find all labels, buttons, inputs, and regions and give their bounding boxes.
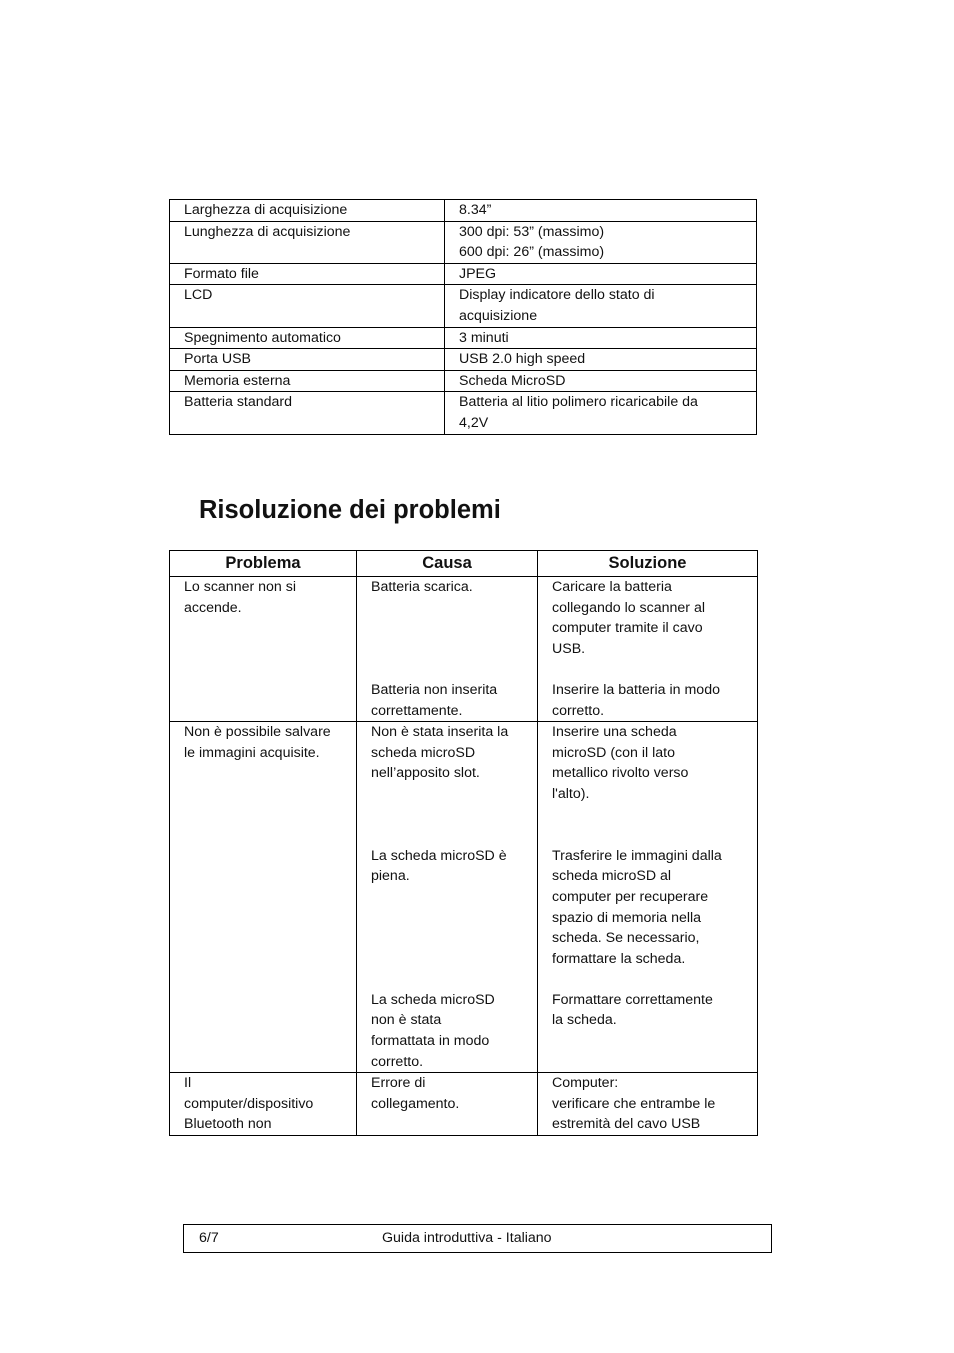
spec-value — [445, 200, 757, 222]
cause-line: non è stata — [371, 1012, 442, 1029]
problem-line: Il — [184, 1075, 192, 1092]
cause-line: Non è stata inserita la — [371, 724, 509, 741]
specs-table — [169, 199, 757, 435]
cause-line: Errore di — [371, 1075, 426, 1092]
cause-line: formattata in modo — [371, 1033, 490, 1050]
spec-value-line: Batteria al litio polimero ricaricabile da — [459, 394, 698, 411]
page-footer — [183, 1224, 772, 1253]
solution-cell — [538, 1073, 758, 1136]
spec-label: Lunghezza di acquisizione — [170, 221, 445, 263]
solution-line: scheda microSD al — [552, 868, 672, 885]
solution-line: scheda. Se necessario, — [552, 930, 700, 947]
solution-line: computer per recuperare — [552, 888, 709, 905]
solution-line: l'alto). — [552, 785, 590, 802]
cause-line: La scheda microSD — [371, 991, 495, 1008]
spec-row — [170, 221, 757, 263]
header-problem: Problema — [170, 551, 357, 577]
spec-value — [445, 370, 757, 392]
spec-value — [445, 392, 757, 434]
solution-cell — [538, 577, 758, 722]
spec-row — [170, 370, 757, 392]
spec-value-line: 300 dpi: 53” (massimo) — [459, 223, 605, 240]
spec-value-line: 3 minuti — [459, 329, 509, 346]
spec-value — [445, 263, 757, 285]
solution-line: collegando lo scanner al — [552, 599, 706, 616]
table-header-row — [170, 551, 758, 577]
spec-value-line: acquisizione — [459, 307, 538, 324]
problem-line: le immagini acquisite. — [184, 744, 320, 761]
cause-line: Batteria non inserita — [371, 681, 498, 698]
solution-cell — [538, 722, 758, 1073]
cause-line: collegamento. — [371, 1095, 460, 1112]
header-cause: Causa — [357, 551, 538, 577]
solution-line: Trasferire le immagini dalla — [552, 847, 722, 864]
spec-value — [445, 221, 757, 263]
solution-line: corretto. — [552, 702, 605, 719]
spec-value-line: Scheda MicroSD — [459, 372, 566, 389]
spec-label: Formato file — [170, 263, 445, 285]
spec-value-line: 600 dpi: 26” (massimo) — [459, 244, 605, 261]
spec-label: Memoria esterna — [170, 370, 445, 392]
page-number: 6/7 — [199, 1230, 219, 1246]
cause-cell — [357, 1073, 538, 1136]
cause-line: Batteria scarica. — [371, 579, 473, 595]
spec-row — [170, 285, 757, 327]
spec-row — [170, 327, 757, 349]
solution-line: formattare la scheda. — [552, 950, 686, 967]
solution-line: estremità del cavo USB — [552, 1116, 701, 1133]
solution-line: Inserire la batteria in modo — [552, 681, 720, 698]
spec-value — [445, 285, 757, 327]
table-row — [170, 722, 758, 1073]
problem-line: Non è possibile salvare — [184, 724, 331, 741]
table-row — [170, 1073, 758, 1136]
spec-value-line: 4,2V — [459, 414, 489, 431]
cause-line: La scheda microSD è — [371, 847, 507, 864]
spec-row — [170, 263, 757, 285]
cause-line: corretto. — [371, 1053, 424, 1070]
spec-row — [170, 349, 757, 371]
spec-value-line: Display indicatore dello stato di — [459, 287, 655, 304]
solution-line: metallico rivolto verso — [552, 765, 689, 782]
footer-text: Guida introduttiva - Italiano — [382, 1230, 552, 1246]
cause-cell — [357, 722, 538, 1073]
problem-cell — [170, 1073, 357, 1136]
solution-line: verificare che entrambe le — [552, 1095, 716, 1112]
spec-value-line: USB 2.0 high speed — [459, 351, 586, 368]
section-title: Risoluzione dei problemi — [199, 496, 501, 524]
cause-line: nell’apposito slot. — [371, 765, 480, 782]
solution-line: Computer: — [552, 1075, 619, 1092]
spec-row — [170, 200, 757, 222]
spec-label: Spegnimento automatico — [170, 327, 445, 349]
problem-line: Bluetooth non — [184, 1116, 272, 1133]
solution-line: Inserire una scheda — [552, 724, 677, 741]
table-row — [170, 577, 758, 722]
solution-line: computer tramite il cavo — [552, 620, 703, 637]
spec-value — [445, 327, 757, 349]
spec-value — [445, 349, 757, 371]
problem-line: Lo scanner non si — [184, 579, 296, 595]
cause-cell — [357, 577, 538, 722]
spec-label: Larghezza di acquisizione — [170, 200, 445, 222]
header-solution: Soluzione — [538, 551, 758, 577]
cause-line: scheda microSD — [371, 744, 476, 761]
spec-value-line: 8.34” — [459, 202, 492, 218]
problem-cell — [170, 577, 357, 722]
problem-cell — [170, 722, 357, 1073]
spec-value-line: JPEG — [459, 265, 497, 282]
cause-line: correttamente. — [371, 702, 463, 719]
spec-label: Porta USB — [170, 349, 445, 371]
solution-line: Caricare la batteria — [552, 579, 672, 595]
spec-label: LCD — [170, 285, 445, 327]
solution-line: la scheda. — [552, 1012, 617, 1029]
cause-line: piena. — [371, 868, 410, 885]
spec-row — [170, 392, 757, 434]
spec-label: Batteria standard — [170, 392, 445, 434]
problem-line: accende. — [184, 599, 242, 616]
solution-line: spazio di memoria nella — [552, 909, 702, 926]
solution-line: microSD (con il lato — [552, 744, 675, 761]
solution-line: USB. — [552, 640, 586, 657]
problem-line: computer/dispositivo — [184, 1095, 314, 1112]
troubleshooting-table — [169, 550, 758, 1136]
solution-line: Formattare correttamente — [552, 991, 713, 1008]
